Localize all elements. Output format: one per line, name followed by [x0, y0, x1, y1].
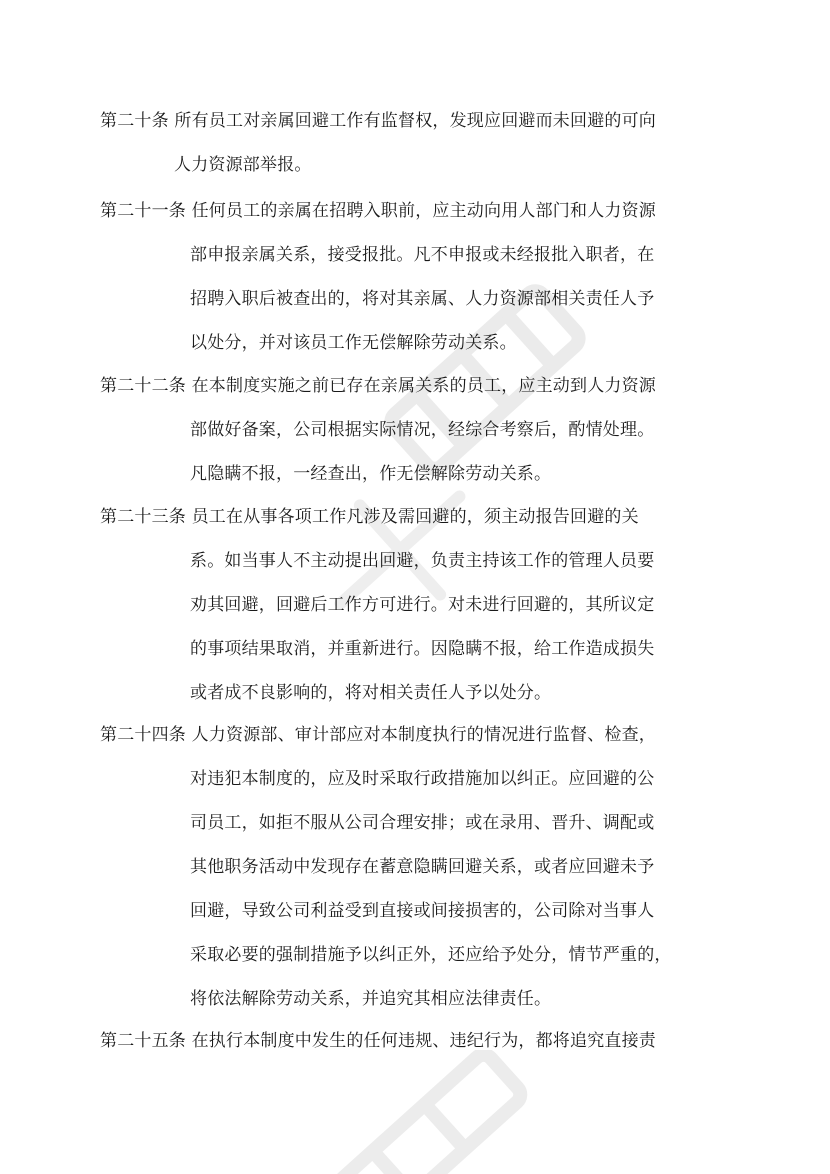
- article-24-line-7: 将依法解除劳动关系，并追究其相应法律责任。: [190, 989, 552, 1009]
- watermark-bottom: [300, 1050, 560, 1174]
- article-20-line-2: 人力资源部举报。: [174, 155, 312, 175]
- article-23-line-5: 或者成不良影响的，将对相关责任人予以处分。: [190, 683, 552, 703]
- article-21-line-3: 招聘入职后被查出的，将对其亲属、人力资源部相关责任人予: [190, 289, 655, 309]
- article-23-line-2: 系。如当事人不主动提出回避，负责主持该工作的管理人员要: [190, 551, 655, 571]
- article-21-line-2: 部申报亲属关系，接受报批。凡不申报或未经报批入职者，在: [190, 245, 655, 265]
- article-24-line-6: 采取必要的强制措施予以纠正外，还应给予处分，情节严重的，: [190, 945, 672, 965]
- article-24-line-3: 司员工，如拒不服从公司合理安排；或在录用、晋升、调配或: [190, 813, 655, 833]
- article-23-line-1: 第二十三条 员工在从事各项工作凡涉及需回避的，须主动报告回避的关: [100, 507, 639, 527]
- article-21-line-4: 以处分，并对该员工作无偿解除劳动关系。: [190, 333, 517, 353]
- article-23-line-3: 劝其回避，回避后工作方可进行。对未进行回避的，其所议定: [190, 595, 655, 615]
- article-24-line-5: 回避，导致公司利益受到直接或间接损害的，公司除对当事人: [190, 901, 655, 921]
- article-22-line-2: 部做好备案，公司根据实际情况，经综合考察后，酌情处理。: [190, 420, 655, 440]
- article-23-line-4: 的事项结果取消，并重新进行。因隐瞒不报，给工作造成损失: [190, 639, 655, 659]
- article-22-line-1: 第二十二条 在本制度实施之前已存在亲属关系的员工，应主动到人力资源: [100, 376, 657, 396]
- article-20-line-1: 第二十条 所有员工对亲属回避工作有监督权，发现应回避而未回避的可向: [100, 111, 657, 131]
- article-22-line-3: 凡隐瞒不报，一经查出，作无偿解除劳动关系。: [190, 464, 552, 484]
- article-25-line-1: 第二十五条 在执行本制度中发生的任何违规、违纪行为，都将追究直接责: [100, 1031, 657, 1051]
- article-24-line-2: 对违犯本制度的，应及时采取行政措施加以纠正。应回避的公: [190, 769, 655, 789]
- article-21-line-1: 第二十一条 任何员工的亲属在招聘入职前，应主动向用人部门和人力资源: [100, 201, 657, 221]
- article-24-line-4: 其他职务活动中发现存在蓄意隐瞒回避关系，或者应回避未予: [190, 857, 655, 877]
- article-24-line-1: 第二十四条 人力资源部、审计部应对本制度执行的情况进行监督、检查，: [100, 725, 657, 745]
